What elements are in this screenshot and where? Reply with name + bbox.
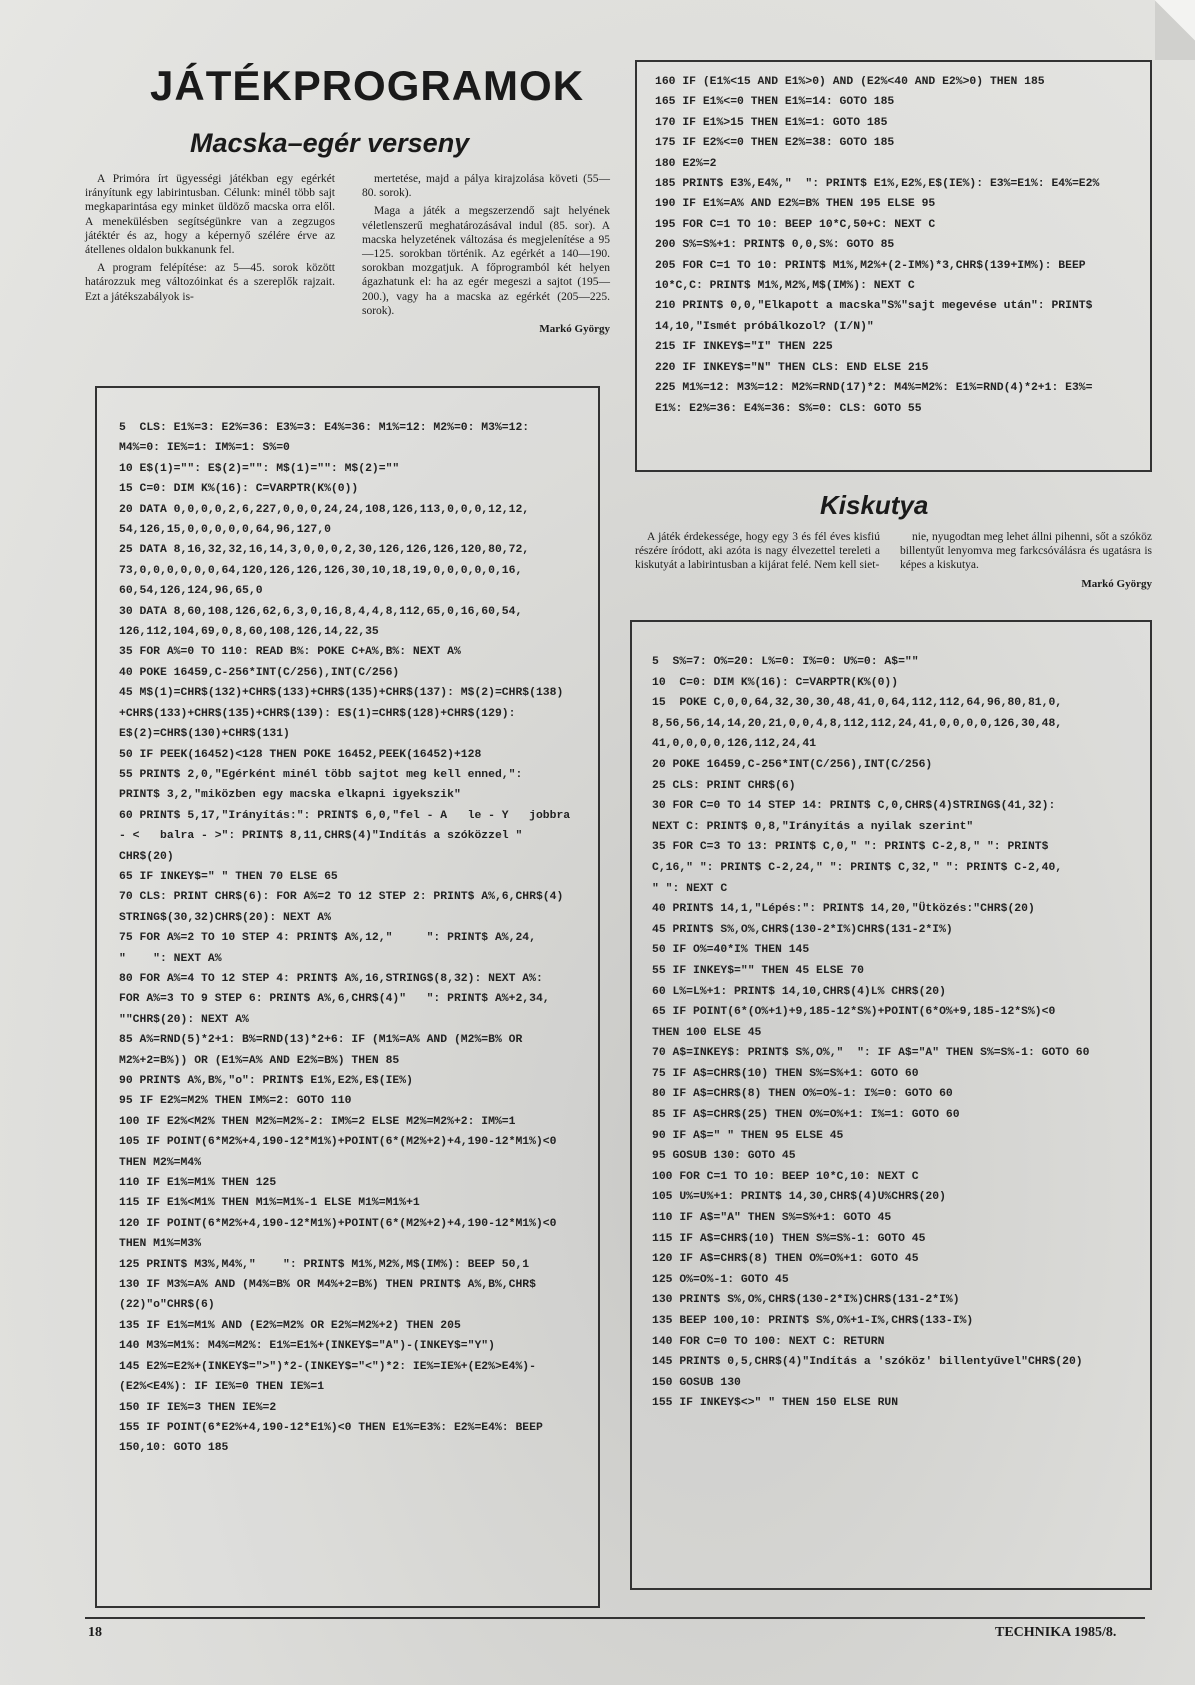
code-line: 105 IF POINT(6*M2%+4,190-12*M1%)+POINT(6*(M2%+2)+4,190-12*M1%)<0 bbox=[119, 1136, 557, 1149]
code-line: 10*C,C: PRINT$ M1%,M2%,M$(IM%): NEXT C bbox=[655, 280, 915, 293]
code-line: 135 BEEP 100,10: PRINT$ S%,O%+1-I%,CHR$(133-I%) bbox=[652, 1315, 974, 1327]
code-line: PRINT$ 3,2,"miközben egy macska elkapni igyekszik" bbox=[119, 789, 461, 802]
code-line: +CHR$(133)+CHR$(135)+CHR$(139): E$(1)=CHR$(128)+CHR$(129): bbox=[119, 707, 516, 720]
intro-column-2 bbox=[362, 172, 610, 340]
code-line: 215 IF INKEY$="I" THEN 225 bbox=[655, 341, 833, 354]
code-line: (22)"o"CHR$(6) bbox=[119, 1299, 215, 1312]
code-line: 150 GOSUB 130 bbox=[652, 1376, 741, 1389]
code-line: 120 IF A$=CHR$(8) THEN O%=O%+1: GOTO 45 bbox=[652, 1253, 919, 1266]
code-line: 100 FOR C=1 TO 10: BEEP 10*C,10: NEXT C bbox=[652, 1170, 919, 1183]
code-line: 10 C=0: DIM K%(16): C=VARPTR(K%(0)) bbox=[652, 676, 899, 689]
code-line: 190 IF E1%=A% AND E2%=B% THEN 195 ELSE 95 bbox=[655, 198, 936, 211]
code-line: - < balra - >": PRINT$ 8,11,CHR$(4)"Indítás a szóközzel " bbox=[119, 830, 523, 843]
code-line: CHR$(20) bbox=[119, 850, 174, 863]
code-line: 145 E2%=E2%+(INKEY$=">")*2-(INKEY$="<")*2: IE%=IE%+(E2%>E4%)- bbox=[119, 1360, 536, 1373]
page-corner bbox=[1155, 0, 1195, 60]
code-line: 126,112,104,69,0,8,60,108,126,14,22,35 bbox=[119, 626, 379, 639]
code-line: 150 IF IE%=3 THEN IE%=2 bbox=[119, 1401, 277, 1414]
code-line: 65 IF POINT(6*(O%+1)+9,185-12*S%)+POINT(6*O%+9,185-12*S%)<0 bbox=[652, 1006, 1056, 1019]
code-line: 115 IF E1%<M1% THEN M1%=M1%-1 ELSE M1%=M1%+1 bbox=[119, 1197, 420, 1210]
code-line: 35 FOR C=3 TO 13: PRINT$ C,0," ": PRINT$ C-2,8," ": PRINT$ bbox=[652, 841, 1049, 854]
magazine-issue: TECHNIKA 1985/8. bbox=[995, 1625, 1117, 1640]
intro-paragraph: A Primóra írt ügyességi játékban egy egérkét irányítunk egy labirintusban. Célunk: minél több sajt megkaparintása egy minket üldöző macska orra elől. A menekülésben segítségünkre van a zegzugos játéktér és az, hogy a képernyő szélére érve az átellenes oldalon bukkanunk fel. bbox=[85, 173, 335, 257]
code-line: 85 A%=RND(5)*2+1: B%=RND(13)*2+6: IF (M1%=A% AND (M2%=B% OR bbox=[119, 1034, 523, 1047]
code-line: 25 DATA 8,16,32,32,16,14,3,0,0,0,2,30,126,126,126,120,80,72, bbox=[119, 544, 530, 557]
code-line: 65 IF INKEY$=" " THEN 70 ELSE 65 bbox=[119, 870, 338, 883]
code-line: THEN 100 ELSE 45 bbox=[652, 1026, 762, 1039]
byline: Markó György bbox=[539, 323, 610, 336]
code-line: 50 IF O%=40*I% THEN 145 bbox=[652, 944, 810, 957]
code-line: STRING$(30,32)CHR$(20): NEXT A% bbox=[119, 911, 331, 924]
code-line: 200 S%=S%+1: PRINT$ 0,0,S%: GOTO 85 bbox=[655, 239, 895, 252]
intro-paragraph: mertetése, majd a pálya kirajzolása követi (55—80. sorok). bbox=[362, 173, 610, 200]
code-line: 110 IF E1%=M1% THEN 125 bbox=[119, 1177, 277, 1190]
code-line: 60 L%=L%+1: PRINT$ 14,10,CHR$(4)L% CHR$(20) bbox=[652, 985, 946, 998]
code-line: 70 CLS: PRINT CHR$(6): FOR A%=2 TO 12 STEP 2: PRINT$ A%,6,CHR$(4) bbox=[119, 891, 564, 904]
code-line: 15 C=0: DIM K%(16): C=VARPTR(K%(0)) bbox=[119, 483, 359, 496]
code-line: 75 FOR A%=2 TO 10 STEP 4: PRINT$ A%,12," ": PRINT$ A%,24, bbox=[119, 932, 536, 945]
code-line: 140 FOR C=0 TO 100: NEXT C: RETURN bbox=[652, 1335, 885, 1348]
code-line: 180 E2%=2 bbox=[655, 157, 717, 170]
kiskutya-byline: Markó György bbox=[1081, 577, 1152, 590]
code-line: 125 PRINT$ M3%,M4%," ": PRINT$ M1%,M2%,M$(IM%): BEEP 50,1 bbox=[119, 1258, 530, 1271]
code-line: 205 FOR C=1 TO 10: PRINT$ M1%,M2%+(2-IM%)*3,CHR$(139+IM%): BEEP bbox=[655, 259, 1086, 272]
intro-paragraph: Maga a játék a megszerzendő sajt helyének véletlenszerű meghatározásával indul (85. sor). A macska helyzetének változása és megjelenítése a 95—125. sorokban történik. Az egérkét a 140—190. sorokban mozgatjuk. A főprogramból két helyen ágazhatunk el: ha az egér megeszi a sajtot (195—200.), vagy ha a macska az egérkét (205—225. sorok). bbox=[362, 205, 610, 317]
code-listing-cat-mouse-part1 bbox=[95, 386, 600, 1608]
code-line: 45 PRINT$ S%,O%,CHR$(130-2*I%)CHR$(131-2*I%) bbox=[652, 923, 953, 936]
intro-column-1 bbox=[85, 172, 335, 308]
code-line: 30 FOR C=0 TO 14 STEP 14: PRINT$ C,0,CHR$(4)STRING$(41,32): bbox=[652, 800, 1056, 813]
code-line: " ": NEXT A% bbox=[119, 952, 222, 965]
kiskutya-intro-column-1 bbox=[635, 530, 880, 577]
code-line: 15 POKE C,0,0,64,32,30,30,48,41,0,64,112,112,64,96,80,81,0, bbox=[652, 697, 1063, 710]
code-line: 170 IF E1%>15 THEN E1%=1: GOTO 185 bbox=[655, 116, 888, 129]
code-line: 75 IF A$=CHR$(10) THEN S%=S%+1: GOTO 60 bbox=[652, 1067, 919, 1080]
code-line: 60,54,126,124,96,65,0 bbox=[119, 585, 263, 598]
code-line: NEXT C: PRINT$ 0,8,"Irányítás a nyilak szerint" bbox=[652, 820, 974, 833]
code-line: 5 CLS: E1%=3: E2%=36: E3%=3: E4%=36: M1%=12: M2%=0: M3%=12: bbox=[119, 422, 530, 434]
code-line: 130 PRINT$ S%,O%,CHR$(130-2*I%)CHR$(131-2*I%) bbox=[652, 1294, 960, 1307]
code-line: C,16," ": PRINT$ C-2,24," ": PRINT$ C,32," ": PRINT$ C-2,40, bbox=[652, 861, 1063, 874]
code-line: 185 PRINT$ E3%,E4%," ": PRINT$ E1%,E2%,E$(IE%): E3%=E1%: E4%=E2% bbox=[655, 178, 1100, 191]
code-line: FOR A%=3 TO 9 STEP 6: PRINT$ A%,6,CHR$(4)" ": PRINT$ A%+2,34, bbox=[119, 993, 550, 1006]
code-line: 14,10,"Ismét próbálkozol? (I/N)" bbox=[655, 320, 874, 333]
code-line: 35 FOR A%=0 TO 110: READ B%: POKE C+A%,B%: NEXT A% bbox=[119, 646, 461, 659]
article-subtitle: Macska–egér verseny bbox=[190, 128, 470, 158]
code-line: 145 PRINT$ 0,5,CHR$(4)"Indítás a 'szóköz' billentyűvel"CHR$(20) bbox=[652, 1356, 1083, 1369]
code-line: 73,0,0,0,0,0,0,64,120,126,126,126,30,10,18,19,0,0,0,0,0,16, bbox=[119, 564, 523, 577]
code-line: 54,126,15,0,0,0,0,0,64,96,127,0 bbox=[119, 524, 331, 537]
footer-rule bbox=[85, 1617, 1145, 1619]
code-line: 165 IF E1%<=0 THEN E1%=14: GOTO 185 bbox=[655, 96, 895, 109]
code-line: 115 IF A$=CHR$(10) THEN S%=S%-1: GOTO 45 bbox=[652, 1232, 926, 1245]
code-line: 135 IF E1%=M1% AND (E2%=M2% OR E2%=M2%+2) THEN 205 bbox=[119, 1319, 461, 1332]
code-line: 105 U%=U%+1: PRINT$ 14,30,CHR$(4)U%CHR$(20) bbox=[652, 1191, 946, 1204]
code-line: (E2%<E4%): IF IE%=0 THEN IE%=1 bbox=[119, 1381, 325, 1394]
code-line: 90 IF A$=" " THEN 95 ELSE 45 bbox=[652, 1129, 844, 1142]
code-line: 5 S%=7: O%=20: L%=0: I%=0: U%=0: A$="" bbox=[652, 656, 919, 668]
kiskutya-paragraph: A játék érdekessége, hogy egy 3 és fél éves kisfiú részére íródott, aki azóta is nagy élvezettel tereleti a kiskutyát a labirintusban a kijárat felé. Nem kell siet- bbox=[635, 531, 880, 572]
code-line: 140 M3%=M1%: M4%=M2%: E1%=E1%+(INKEY$="A")-(INKEY$="Y") bbox=[119, 1340, 495, 1353]
code-line: 150,10: GOTO 185 bbox=[119, 1442, 229, 1455]
code-line: 110 IF A$="A" THEN S%=S%+1: GOTO 45 bbox=[652, 1212, 892, 1225]
code-line: 220 IF INKEY$="N" THEN CLS: END ELSE 215 bbox=[655, 361, 929, 374]
code-line: 30 DATA 8,60,108,126,62,6,3,0,16,8,4,4,8,112,65,0,16,60,54, bbox=[119, 605, 523, 618]
code-line: M2%+2=B%)) OR (E1%=A% AND E2%=B%) THEN 85 bbox=[119, 1054, 400, 1067]
code-line: 130 IF M3%=A% AND (M4%=B% OR M4%+2=B%) THEN PRINT$ A%,B%,CHR$ bbox=[119, 1279, 536, 1292]
code-line: 20 DATA 0,0,0,0,2,6,227,0,0,0,24,24,108,126,113,0,0,0,12,12, bbox=[119, 503, 530, 516]
code-line: 175 IF E2%<=0 THEN E2%=38: GOTO 185 bbox=[655, 137, 895, 150]
code-line: THEN M1%=M3% bbox=[119, 1238, 202, 1251]
code-line: 25 CLS: PRINT CHR$(6) bbox=[652, 779, 796, 792]
code-line: 100 IF E2%<M2% THEN M2%=M2%-2: IM%=2 ELSE M2%=M2%+2: IM%=1 bbox=[119, 1115, 516, 1128]
code-line: 40 PRINT$ 14,1,"Lépés:": PRINT$ 14,20,"Ütközés:"CHR$(20) bbox=[652, 903, 1035, 916]
page-title: JÁTÉKPROGRAMOK bbox=[150, 62, 585, 109]
code-line: 80 IF A$=CHR$(8) THEN O%=O%-1: I%=0: GOTO 60 bbox=[652, 1088, 953, 1101]
code-line: " ": NEXT C bbox=[652, 882, 728, 895]
code-line: 20 POKE 16459,C-256*INT(C/256),INT(C/256) bbox=[652, 758, 933, 771]
code-line: 120 IF POINT(6*M2%+4,190-12*M1%)+POINT(6*(M2%+2)+4,190-12*M1%)<0 bbox=[119, 1217, 557, 1230]
code-line: 8,56,56,14,14,20,21,0,0,4,8,112,112,24,41,0,0,0,0,126,30,48, bbox=[652, 717, 1063, 730]
code-line: 40 POKE 16459,C-256*INT(C/256),INT(C/256) bbox=[119, 666, 400, 679]
kiskutya-title: Kiskutya bbox=[820, 490, 929, 520]
code-line: 95 IF E2%=M2% THEN IM%=2: GOTO 110 bbox=[119, 1095, 352, 1108]
code-line: ""CHR$(20): NEXT A% bbox=[119, 1013, 249, 1026]
intro-paragraph: A program felépítése: az 5—45. sorok között határozzuk meg változóinkat és a szereplők rajzait. Ezt a játékszabályok is- bbox=[85, 262, 335, 303]
code-line: 155 IF INKEY$<>" " THEN 150 ELSE RUN bbox=[652, 1397, 899, 1410]
code-line: 195 FOR C=1 TO 10: BEEP 10*C,50+C: NEXT C bbox=[655, 218, 936, 231]
code-line: THEN M2%=M4% bbox=[119, 1156, 202, 1169]
code-line: M4%=0: IE%=1: IM%=1: S%=0 bbox=[119, 442, 290, 455]
code-line: 95 GOSUB 130: GOTO 45 bbox=[652, 1150, 796, 1163]
code-line: 50 IF PEEK(16452)<128 THEN POKE 16452,PEEK(16452)+128 bbox=[119, 748, 482, 761]
code-line: E$(2)=CHR$(130)+CHR$(131) bbox=[119, 728, 290, 741]
code-line: 85 IF A$=CHR$(25) THEN O%=O%+1: I%=1: GOTO 60 bbox=[652, 1109, 960, 1122]
code-line: 45 M$(1)=CHR$(132)+CHR$(133)+CHR$(135)+CHR$(137): M$(2)=CHR$(138) bbox=[119, 687, 564, 700]
code-line: 70 A$=INKEY$: PRINT$ S%,O%," ": IF A$="A" THEN S%=S%-1: GOTO 60 bbox=[652, 1047, 1090, 1060]
page-number: 18 bbox=[88, 1625, 102, 1640]
code-line: 210 PRINT$ 0,0,"Elkapott a macska"S%"sajt megevése után": PRINT$ bbox=[655, 300, 1093, 313]
code-line: 90 PRINT$ A%,B%,"o": PRINT$ E1%,E2%,E$(IE%) bbox=[119, 1075, 413, 1087]
code-line: E1%: E2%=36: E4%=36: S%=0: CLS: GOTO 55 bbox=[655, 402, 922, 415]
code-line: 160 IF (E1%<15 AND E1%>0) AND (E2%<40 AND E2%>0) THEN 185 bbox=[655, 76, 1045, 88]
code-line: 41,0,0,0,0,126,112,24,41 bbox=[652, 738, 817, 751]
kiskutya-paragraph: nie, nyugodtan meg lehet állni pihenni, sőt a szóköz billentyűt lenyomva meg farkcsóválásra és ugatásra is képes a kiskutya. bbox=[900, 531, 1152, 572]
code-line: 155 IF POINT(6*E2%+4,190-12*E1%)<0 THEN E1%=E3%: E2%=E4%: BEEP bbox=[119, 1421, 543, 1434]
code-line: 60 PRINT$ 5,17,"Irányítás:": PRINT$ 6,0,"fel - A le - Y jobbra bbox=[119, 809, 571, 822]
code-line: 80 FOR A%=4 TO 12 STEP 4: PRINT$ A%,16,STRING$(8,32): NEXT A%: bbox=[119, 972, 543, 985]
code-line: 10 E$(1)="": E$(2)="": M$(1)="": M$(2)="" bbox=[119, 462, 400, 475]
code-line: 225 M1%=12: M3%=12: M2%=RND(17)*2: M4%=M2%: E1%=RND(4)*2+1: E3%= bbox=[655, 382, 1093, 395]
kiskutya-intro-column-2 bbox=[900, 530, 1152, 595]
code-line: 55 IF INKEY$="" THEN 45 ELSE 70 bbox=[652, 964, 864, 977]
code-listing-cat-mouse-part2 bbox=[635, 60, 1152, 472]
code-line: 55 PRINT$ 2,0,"Egérként minél több sajtot meg kell enned,": bbox=[119, 768, 523, 781]
code-listing-kiskutya bbox=[630, 620, 1152, 1590]
code-line: 125 O%=O%-1: GOTO 45 bbox=[652, 1273, 789, 1286]
